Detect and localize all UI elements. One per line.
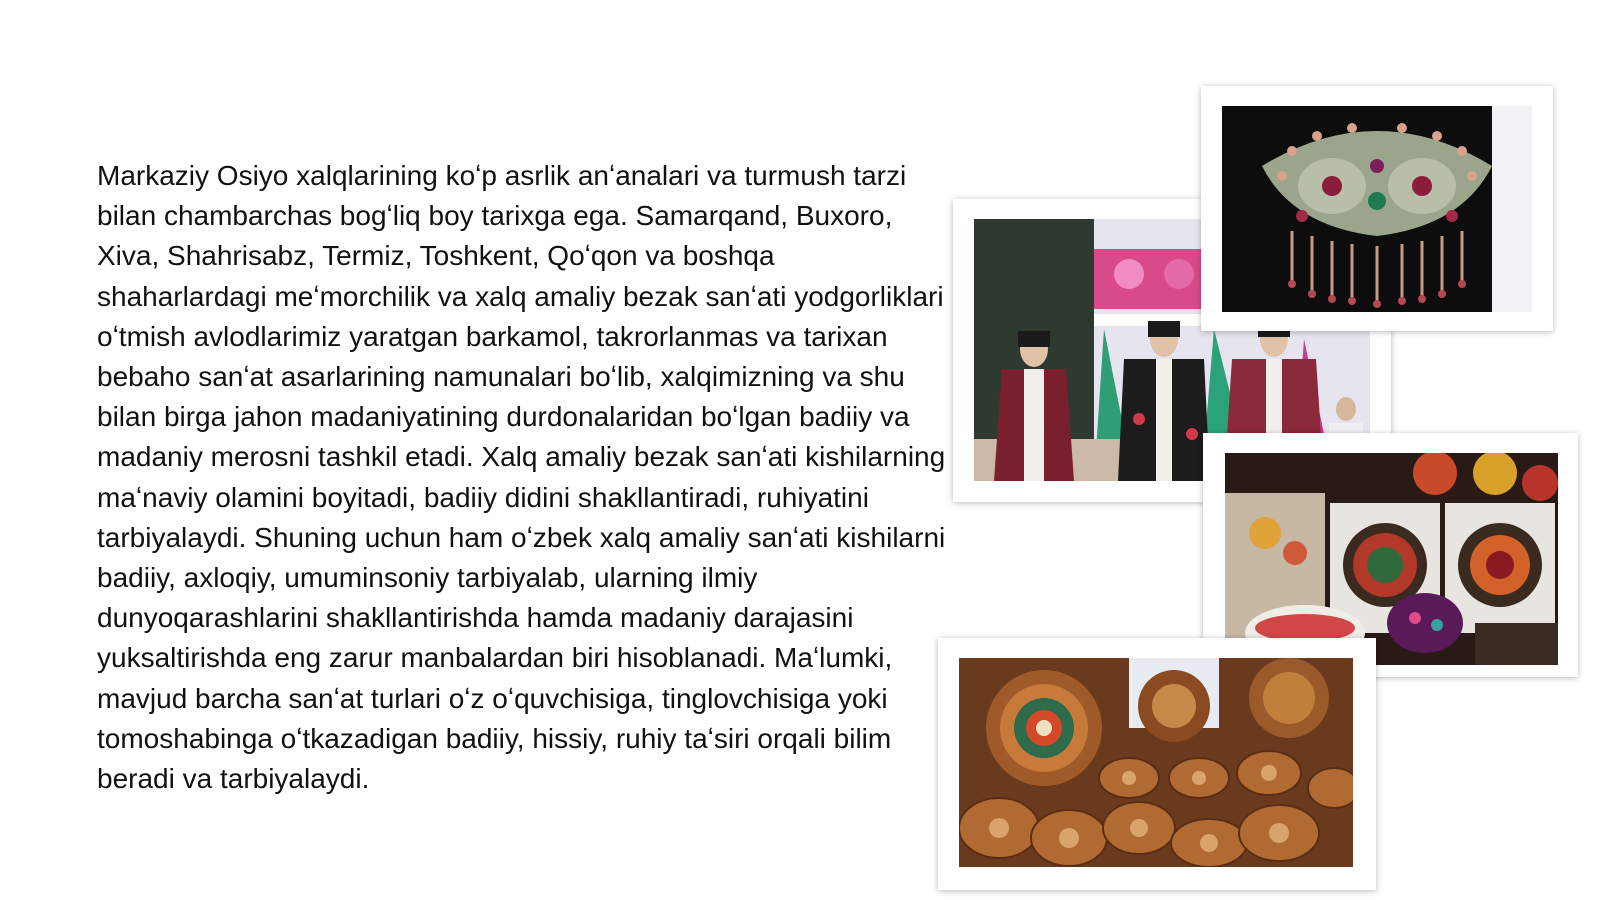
embroidered-textiles-photo — [1225, 453, 1558, 665]
body-paragraph: Markaziy Osiyo xalqlarining koʻp asrlik anʻanalari va turmush tarzi bilan chambarchas bogʻliq boy tarixga ega. Samarqand, Buxoro, Xiva, Shahrisabz, Termiz, Toshkent, Qoʻqon va boshqa shaharlardagi meʻmorchilik va xalq amaliy bezak sanʻati yodgorliklari oʻtmish avlodlarimiz yaratgan barkamol, takrorlanmas va tarixan bebaho sanʻat asarlarining namunalari boʻlib, xalqimizning va shu bilan birga jahon madaniyatining durdonalaridan boʻlgan badiiy va madaniy merosni tashkil etadi. Xalq amaliy bezak sanʻati kishilarning maʻnaviy olamini boyitadi, badiiy didini shakllantiradi, ruhiyatini tarbiyalaydi. Shuning uchun ham oʻzbek xalq amaliy sanʻati kishilarni badiiy, axloqiy, umuminsoniy tarbiyalab, ularning ilmiy dunyoqarashlarini shakllantirishda hamda madaniy darajasini yuksaltirishda eng zarur manbalardan biri hisoblanadi. Maʻlumki, mavjud barcha sanʻat turlari oʻz oʻquvchisiga, tinglovchisiga yoki tomoshabinga oʻtkazadigan badiiy, hissiy, ruhiy taʻsiri orqali bilim beradi va tarbiyalaydi. — [97, 160, 946, 795]
jewelry-photo-frame — [1201, 86, 1553, 331]
carved-wood-photo-frame — [938, 638, 1376, 890]
carved-wood-plates-photo — [959, 658, 1353, 867]
jewelry-photo — [1222, 106, 1532, 312]
